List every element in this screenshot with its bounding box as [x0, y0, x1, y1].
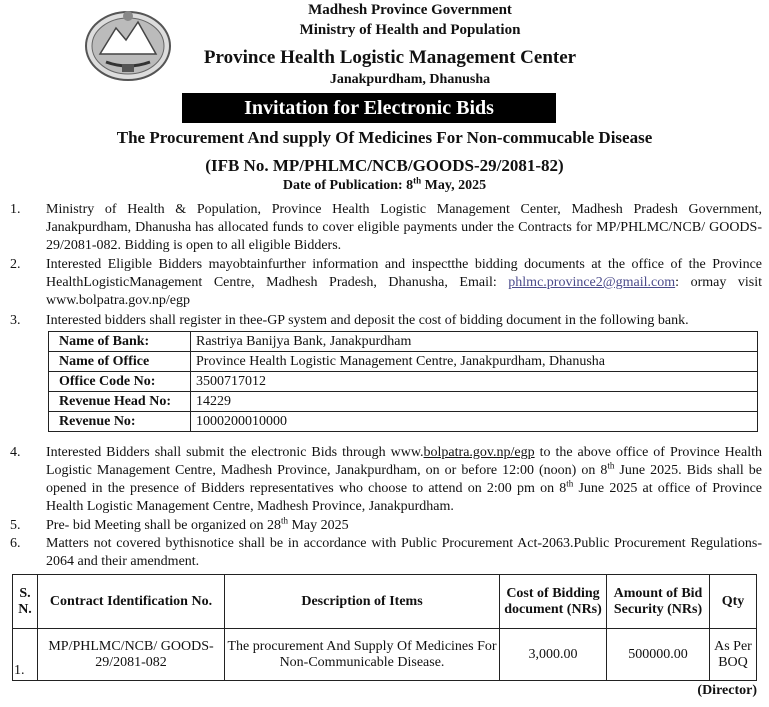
col-qty: Qty [710, 575, 757, 629]
list-item [10, 535, 762, 571]
table-row: Office Code No: 3500717012 [49, 372, 758, 392]
col-description: Description of Items [225, 575, 500, 629]
table-row: Revenue Head No: 14229 [49, 392, 758, 412]
signature: (Director) [697, 683, 757, 698]
item-text: Interested Bidders shall submit the electronic Bids through www.bolpatra.gov.np/egp to the above office of Province Health Logistic Management Centre, Madhesh Province, Janakpurdham, on or before 12:00 (noon) on 8th June 2025. Bids shall be opened in the presence of Bidders representatives who choose to attend on 2:00 pm on 8th June 2025 at office of Province Health Logistic Management Centre, Madhesh Province, Janakpurdham. [46, 445, 762, 514]
ministry-name: Ministry of Health and Population [299, 22, 521, 38]
bolpatra-link[interactable]: bolpatra.gov.np/egp [423, 445, 535, 460]
email-link[interactable]: phlmc.province2@gmail.com [508, 275, 676, 290]
table-row: Name of Office Province Health Logistic Management Centre, Janakpurdham, Dhanusha [49, 352, 758, 372]
col-cost: Cost of Bidding document (NRs) [500, 575, 607, 629]
notice-title: Invitation for Electronic Bids [182, 93, 556, 123]
table-row: Name of Bank: Rastriya Banijya Bank, Janakpurdham [49, 332, 758, 352]
list-item [10, 201, 762, 255]
government-name: Madhesh Province Government [308, 2, 512, 18]
item-text: Matters not covered bythisnotice shall be in accordance with Public Procurement Act-2063.Public Procurement Regulations-2064 and their amendment. [46, 536, 762, 569]
item-number: 4. [10, 445, 21, 460]
table-row: 1. MP/PHLMC/NCB/ GOODS-29/2081-082 The procurement And Supply Of Medicines For Non-Communicable Disease. 3,000.00 500000.00 As Per BOQ [13, 629, 757, 681]
bid-table [12, 574, 757, 681]
list-item [10, 256, 762, 310]
item-text: Interested Eligible Bidders mayobtainfurther information and inspectthe bidding documents at the office of the Province HealthLogisticManagement Centre, Madhesh Pradesh, Dhanusha, Email: phlmc.province2@gmail.com: ormay visit www.bolpatra.gov.np/egp [46, 257, 763, 308]
bank-details-table [48, 331, 758, 432]
item-text: Ministry of Health & Population, Province Health Logistic Management Center, Madhesh Pradesh Government, Janakpurdham, Dhanusha has allocated funds to cover eligible payments under the Contracts for MP/PHLMC/NCB/ GOODS-29/2081-082. Bidding is open to all eligible Bidders. [46, 202, 762, 253]
item-number: 2. [10, 257, 21, 272]
item-number: 1. [10, 202, 21, 217]
publication-date: Date of Publication: 8th May, 2025 [282, 175, 487, 193]
location: Janakpurdham, Dhanusha [329, 72, 491, 87]
col-security: Amount of Bid Security (NRs) [607, 575, 710, 629]
col-contract: Contract Identification No. [38, 575, 225, 629]
list-item [10, 517, 762, 535]
item-number: 5. [10, 518, 21, 533]
ifb-number: (IFB No. MP/PHLMC/NCB/GOODS-29/2081-82) [205, 156, 564, 175]
table-row: Revenue No: 1000200010000 [49, 412, 758, 432]
col-sn: S. N. [13, 575, 38, 629]
center-name: Province Health Logistic Management Center [203, 47, 577, 68]
item-number: 6. [10, 536, 21, 551]
list-item [10, 312, 762, 330]
item-number: 3. [10, 313, 21, 328]
table-header-row [13, 575, 757, 629]
notice-subject: The Procurement And supply Of Medicines For Non-commucable Disease [116, 128, 653, 147]
item-text: Pre- bid Meeting shall be organized on 28th May 2025 [46, 515, 349, 533]
list-item [10, 444, 762, 516]
item-text: Interested bidders shall register in thee-GP system and deposit the cost of bidding document in the following bank. [46, 313, 689, 328]
